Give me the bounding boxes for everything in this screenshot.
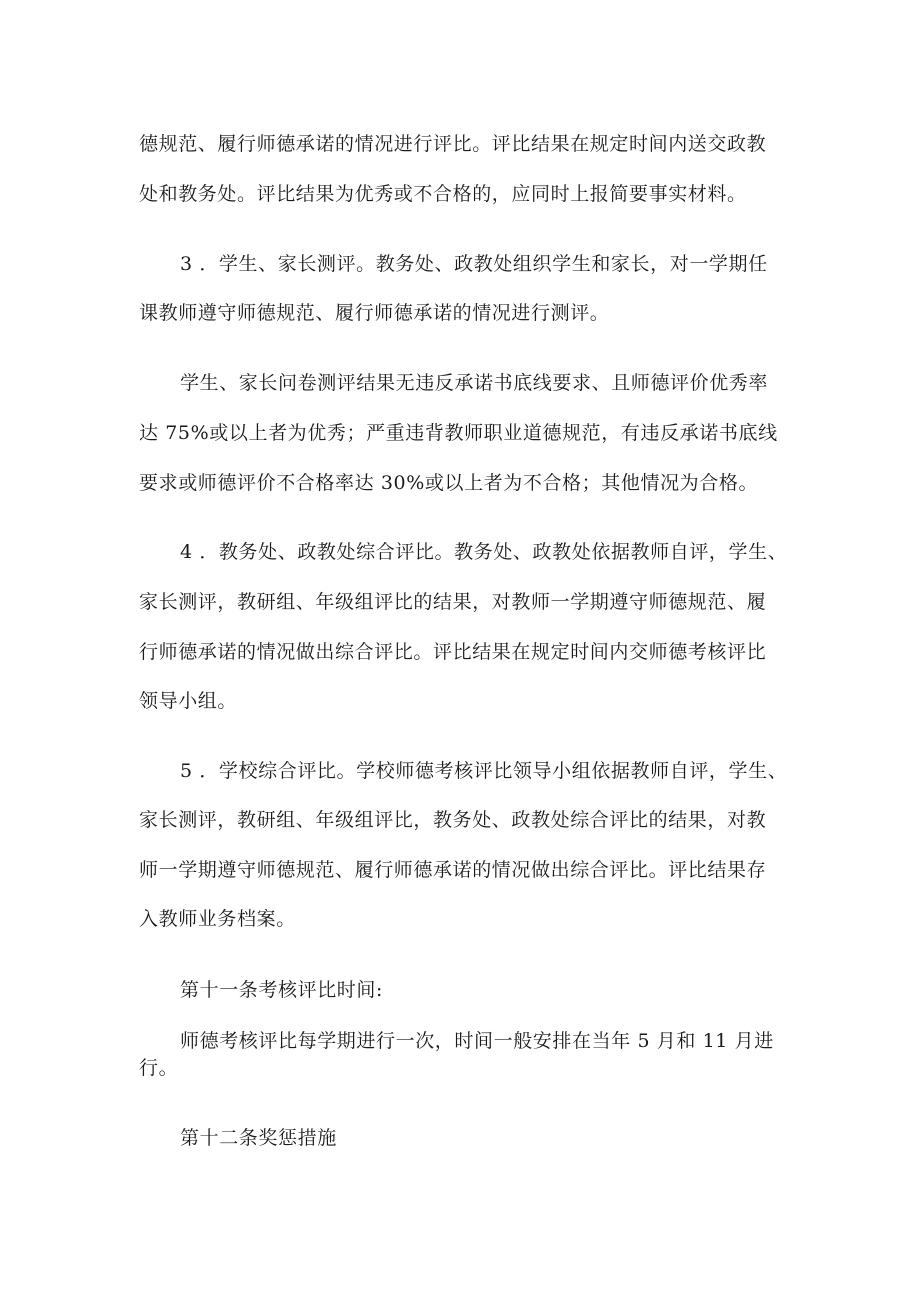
- numbered-item-5: 5 ．学校综合评比。学校师德考核评比领导小组依据教师自评，学生、: [180, 760, 788, 782]
- article-12-heading: 第十二条奖惩措施: [180, 1127, 337, 1149]
- text-line: 领导小组。: [139, 690, 238, 712]
- text-line: 行师德承诺的情况做出综合评比。评比结果在规定时间内交师德考核评比: [139, 641, 767, 663]
- numbered-item-3: 3 ．学生、家长测评。教务处、政教处组织学生和家长，对一学期任: [180, 253, 768, 275]
- paragraph-start: 师德考核评比每学期进行一次，时间一般安排在当年 5 月和 11 月进: [180, 1030, 774, 1052]
- text-line: 达 75%或以上者为优秀；严重违背教师职业道德规范，有违反承诺书底线: [139, 422, 778, 444]
- text-line: 师一学期遵守师德规范、履行师德承诺的情况做出综合评比。评比结果存: [139, 859, 767, 881]
- paragraph-start: 学生、家长问卷测评结果无违反承诺书底线要求、且师德评价优秀率: [180, 372, 769, 394]
- text-line: 处和教务处。评比结果为优秀或不合格的，应同时上报简要事实材料。: [139, 183, 747, 205]
- article-11-heading: 第十一条考核评比时间:: [180, 979, 384, 1001]
- text-line: 要求或师德评价不合格率达 30%或以上者为不合格；其他情况为合格。: [139, 472, 759, 494]
- numbered-item-4: 4 ．教务处、政教处综合评比。教务处、政教处依据教师自评，学生、: [180, 541, 788, 563]
- text-line: 行。: [139, 1057, 179, 1079]
- text-line: 入教师业务档案。: [139, 908, 296, 930]
- text-line: 课教师遵守师德规范、履行师德承诺的情况进行测评。: [139, 302, 610, 324]
- text-line: 家长测评，教研组、年级组评比，教务处、政教处综合评比的结果，对教: [139, 809, 767, 831]
- text-line: 德规范、履行师德承诺的情况进行评比。评比结果在规定时间内送交政教: [139, 133, 767, 155]
- text-line: 家长测评，教研组、年级组评比的结果，对教师一学期遵守师德规范、履: [139, 591, 767, 613]
